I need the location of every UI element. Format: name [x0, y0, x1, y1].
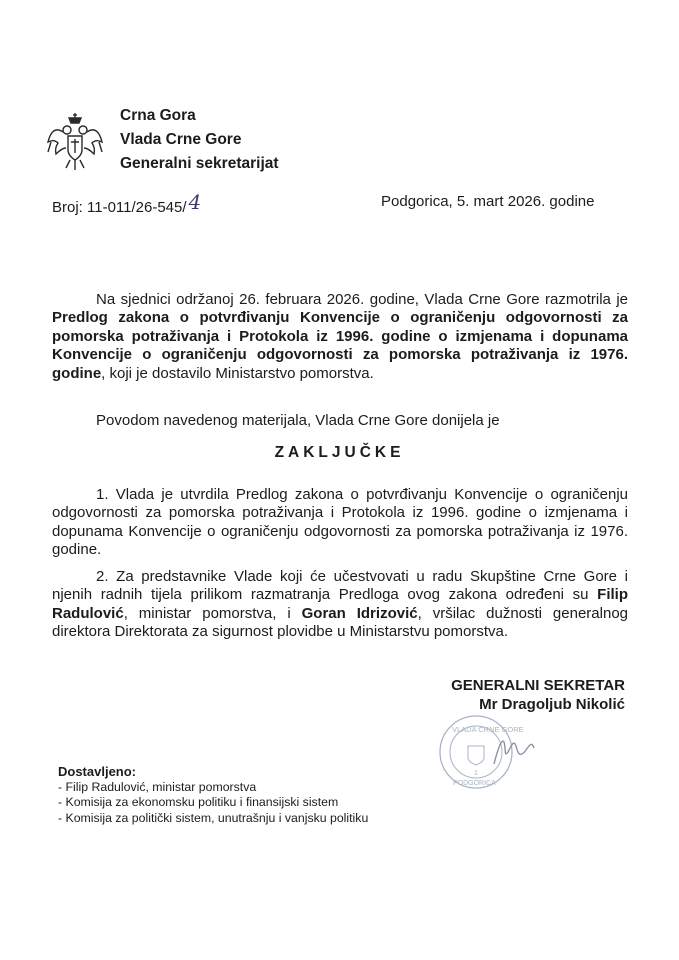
signature-block — [451, 676, 625, 714]
header-block — [120, 104, 279, 176]
intro-bill-title: Predlog zakona o potvrđivanju Konvencije o ograničenju odgovornosti za pomorska potraživanja i Protokola iz 1996. godine o izmjenama i dopunama Konvencije o ograničenju odgovornosti za pomorska potraživanja iz 1976. godine — [52, 309, 628, 382]
intro-text-1: Na sjednici održanoj 26. februara 2026. godine, Vlada Crne Gore razmotrila je — [96, 291, 628, 308]
distribution-label: Dostavljeno: — [58, 764, 137, 779]
representative-2-name: Goran Idrizović — [301, 604, 418, 622]
item2-text-3: , vršilac dužnosti generalnog direktora Direktorata za sigurnost plovidbe u Ministarstvu pomorstva. — [52, 604, 628, 641]
representative-1-name: Filip Radulović — [52, 586, 628, 622]
intro-second-paragraph: Povodom navedenog materijala, Vlada Crne Gore donijela je — [96, 412, 500, 429]
distribution-item: - Komisija za politički sistem, unutrašnju i vanjsku politiku — [58, 811, 368, 827]
signature-icon — [494, 741, 534, 764]
distribution-item: - Komisija za ekonomsku politiku i finansijski sistem — [58, 795, 368, 811]
document-date: Podgorica, 5. mart 2026. godine — [381, 193, 595, 210]
reference-number — [52, 190, 202, 217]
conclusion-item-2 — [52, 568, 628, 642]
item2-text-2: , ministar pomorstva, i — [123, 604, 302, 622]
intro-text-2: , koji je dostavilo Ministarstvo pomorstva. — [101, 364, 374, 382]
coat-of-arms-icon — [46, 112, 104, 174]
stamp-bottom-text: PODGORICA — [453, 780, 496, 787]
stamp-top-text: VLADA CRNE GORE — [452, 725, 524, 734]
header-government: Vlada Crne Gore — [120, 131, 242, 148]
item2-text-1: 2. Za predstavnike Vlade koji će učestvovati u radu Skupštine Crne Gore i njenih radnih tijela prilikom razmatranja Predloga ovog zakona određeni su — [52, 568, 628, 604]
signer-name: Mr Dragoljub Nikolić — [479, 696, 625, 713]
distribution-item: - Filip Radulović, ministar pomorstva — [58, 780, 368, 796]
distribution-items — [58, 780, 368, 827]
intro-paragraph — [52, 291, 628, 383]
header-secretariat: Generalni sekretarijat — [120, 155, 279, 172]
conclusion-item-1: 1. Vlada je utvrdila Predlog zakona o potvrđivanju Konvencije o ograničenju odgovornosti za pomorska potraživanja i Protokola iz 1996. godine o izmjenama i dopunama Konvencije o ograničenju odgovornosti za pomorska potraživanja iz 1976. godine. — [52, 486, 628, 559]
stamp-number: 1 — [474, 770, 478, 777]
header-country: Crna Gora — [120, 107, 196, 124]
official-stamp — [438, 712, 568, 792]
reference-number-handwritten: 4 — [188, 190, 202, 214]
distribution-list — [58, 764, 368, 826]
signer-role: GENERALNI SEKRETAR — [451, 677, 625, 694]
reference-number-text: Broj: 11-011/26-545/ — [52, 199, 187, 216]
conclusions-title: ZAKLJUČKE — [274, 444, 405, 461]
